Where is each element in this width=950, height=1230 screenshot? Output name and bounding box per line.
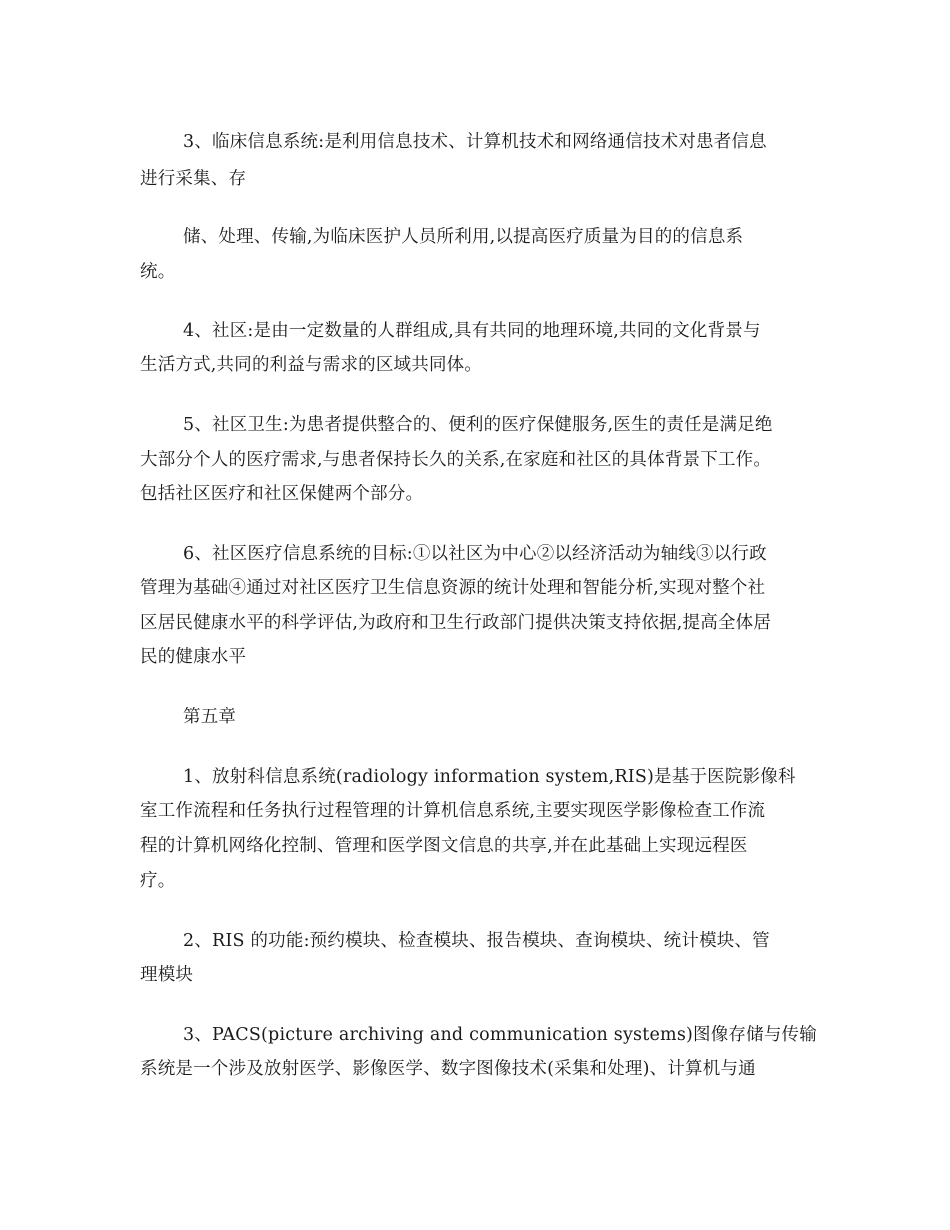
text-line: 5、社区卫生:为患者提供整合的、便利的医疗保健服务,医生的责任是满足绝: [183, 415, 773, 435]
text-line: 3、PACS(picture archiving and communication systems)图像存储与传输: [183, 1025, 817, 1045]
text-line: 民的健康水平: [140, 647, 247, 667]
text-line: 3、临床信息系统:是利用信息技术、计算机技术和网络通信技术对患者信息: [183, 132, 767, 152]
text-line: 区居民健康水平的科学评估,为政府和卫生行政部门提供决策支持依据,提高全体居: [140, 613, 772, 633]
text-line: 进行采集、存: [140, 169, 247, 189]
text-line: 理模块: [140, 965, 194, 985]
text-line: 室工作流程和任务执行过程管理的计算机信息系统,主要实现医学影像检查工作流: [140, 801, 766, 821]
chapter-heading: 第五章: [183, 707, 237, 727]
text-line: 系统是一个涉及放射医学、影像医学、数字图像技术(采集和处理)、计算机与通: [140, 1059, 756, 1079]
text-line: 统。: [140, 262, 176, 282]
text-line: 4、社区:是由一定数量的人群组成,具有共同的地理环境,共同的文化背景与: [183, 321, 761, 341]
text-line: 大部分个人的医疗需求,与患者保持长久的关系,在家庭和社区的具体背景下工作。: [140, 450, 772, 470]
text-line: 2、RIS 的功能:预约模块、检查模块、报告模块、查询模块、统计模块、管: [183, 931, 770, 951]
text-line: 程的计算机网络化控制、管理和医学图文信息的共享,并在此基础上实现远程医: [140, 836, 748, 856]
text-line: 1、放射科信息系统(radiology information system,RIS)是基于医院影像科: [183, 767, 796, 787]
text-line: 管理为基础④通过对社区医疗卫生信息资源的统计处理和智能分析,实现对整个社: [140, 578, 766, 598]
text-line: 包括社区医疗和社区保健两个部分。: [140, 484, 424, 504]
text-line: 疗。: [140, 871, 176, 891]
text-line: 储、处理、传输,为临床医护人员所利用,以提高医疗质量为目的的信息系: [183, 227, 744, 247]
text-line: 生活方式,共同的利益与需求的区域共同体。: [140, 355, 483, 375]
text-line: 6、社区医疗信息系统的目标:①以社区为中心②以经济活动为轴线③以行政: [183, 544, 767, 564]
